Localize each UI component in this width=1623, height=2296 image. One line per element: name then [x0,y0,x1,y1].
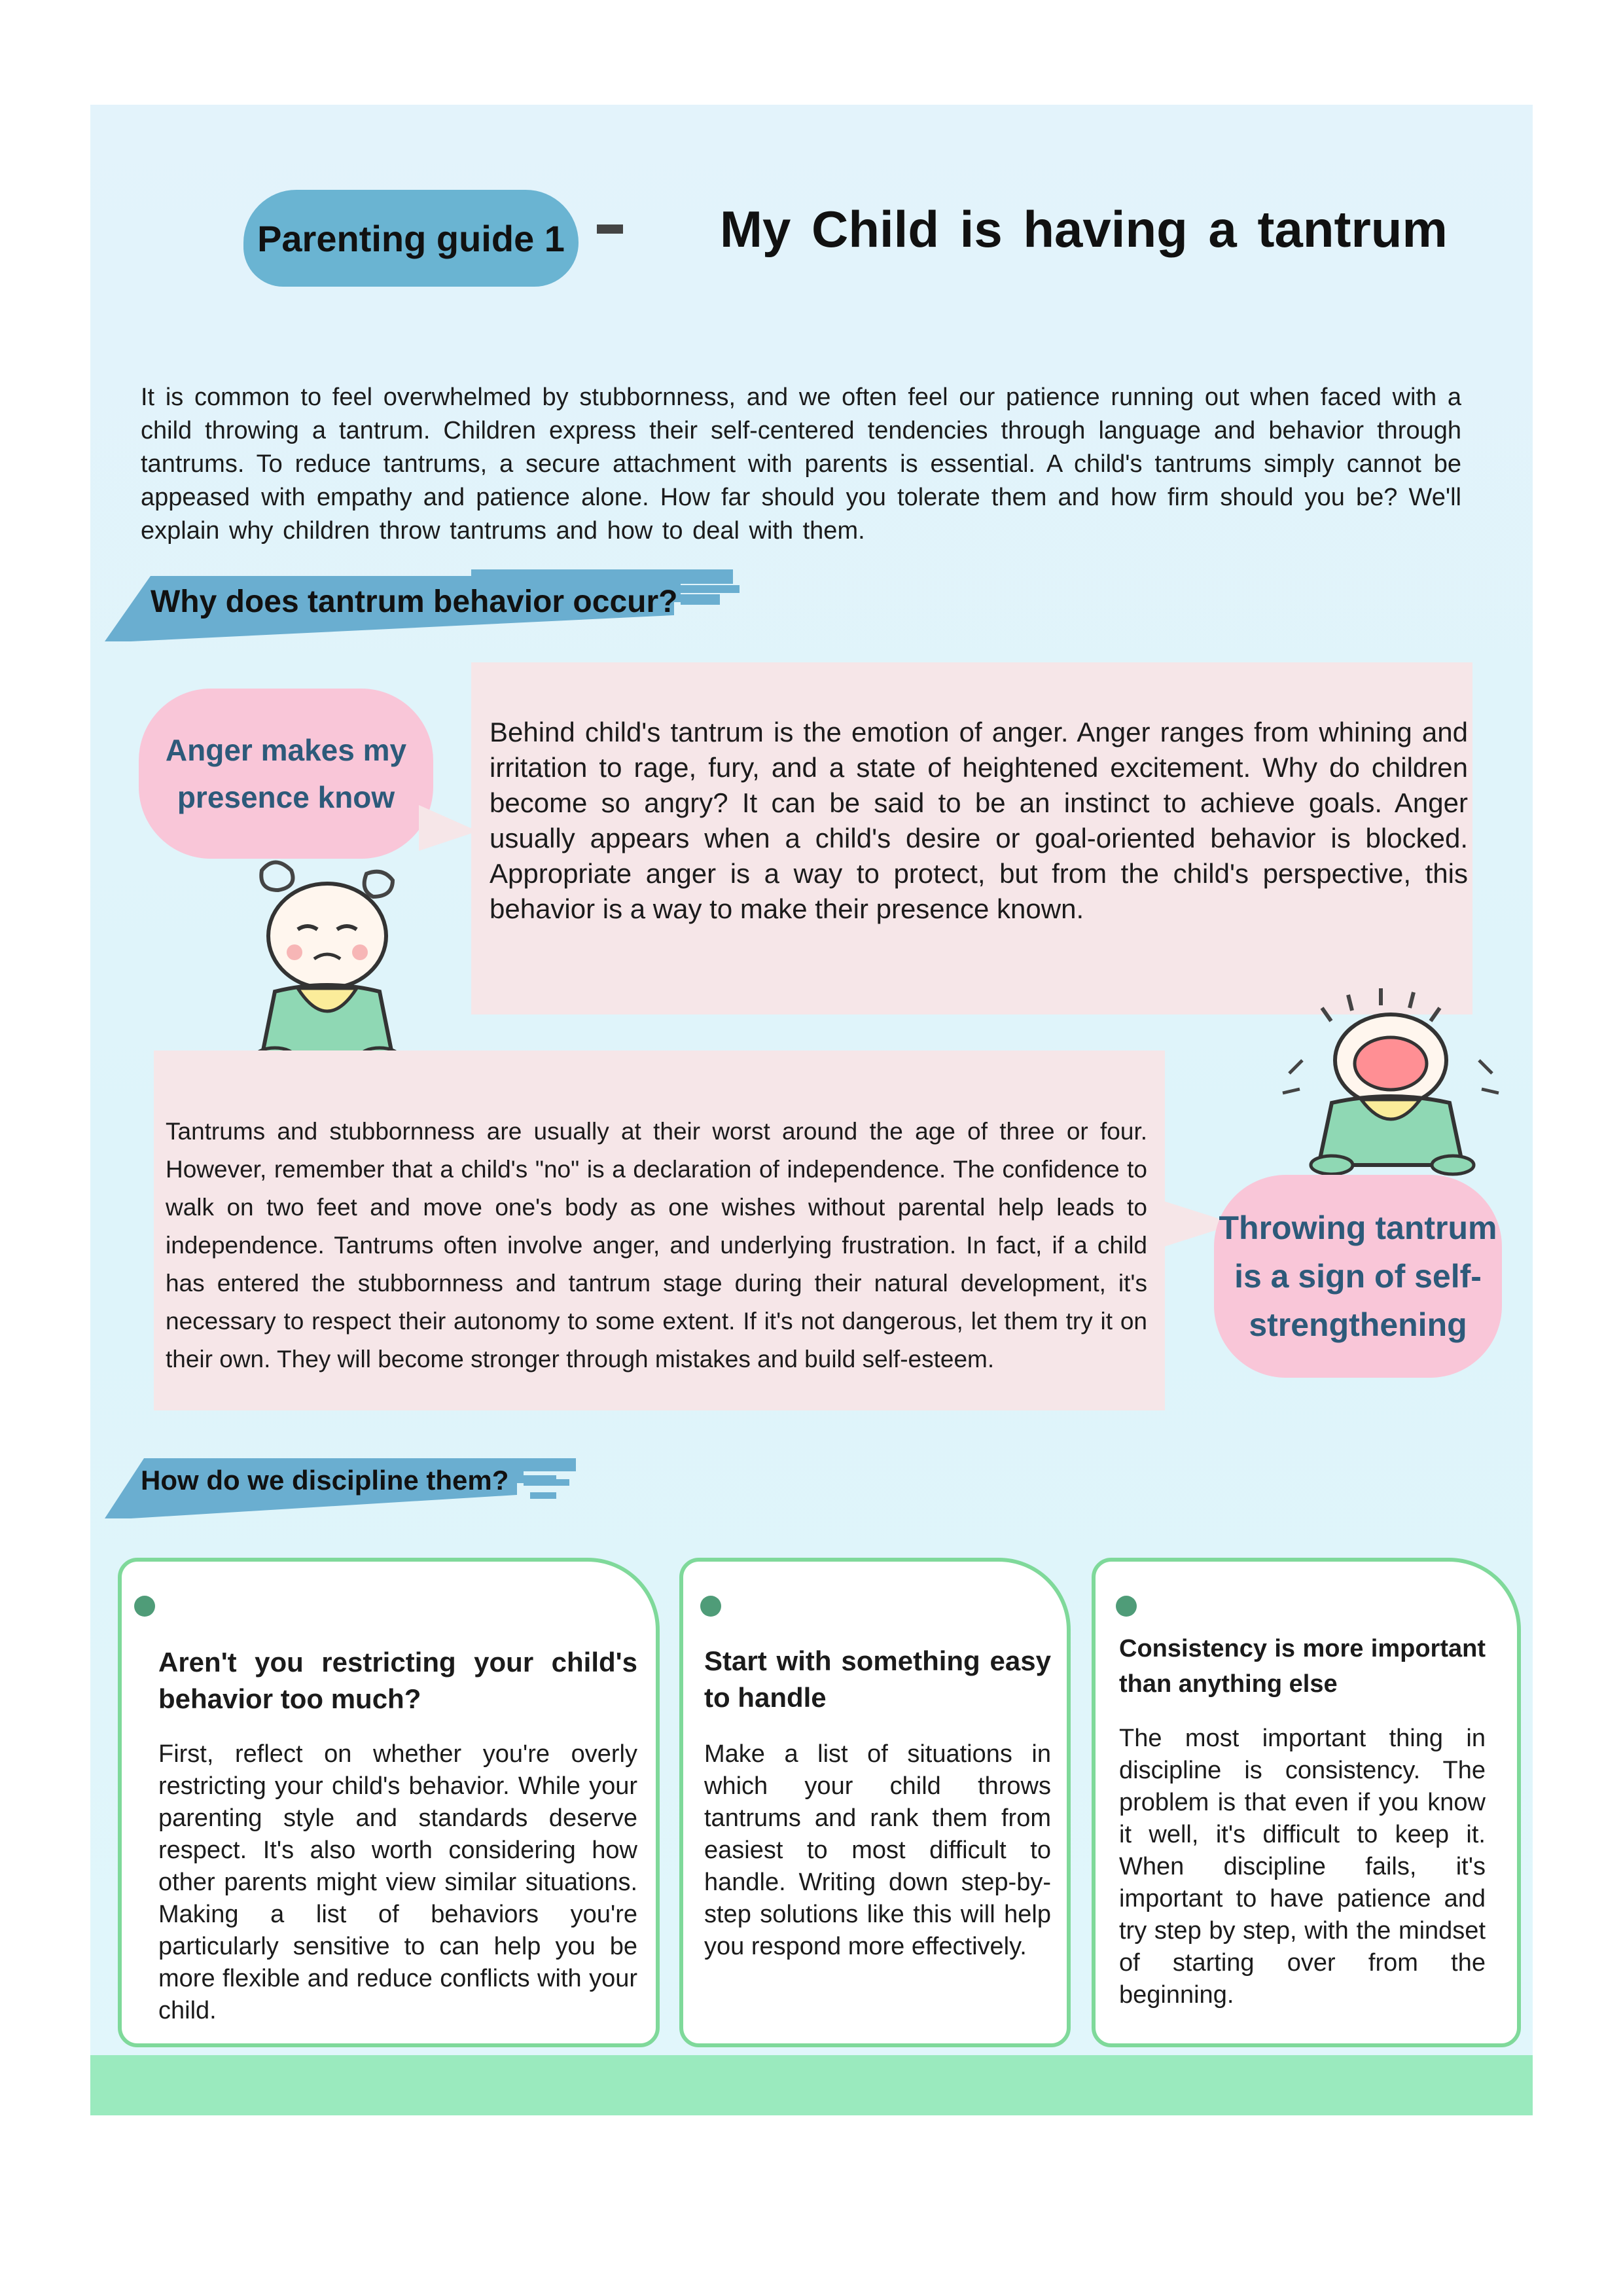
anger-explanation-text: Behind child's tantrum is the emotion of anger. Anger ranges from whining and irritation to rage, fury, and a state of heightened excitement. Why do children become so angry? It can be said to be an instinct to achieve goals. Anger usually appears when a child's desire or goal-oriented behavior is blocked. Appropriate anger is a way to protect, but from the child's perspective, this behavior is a way to make their presence known. [490,717,1468,924]
speech-bubble-anger-text: Anger makes my presence know [165,733,407,814]
tip-card-2-title: Start with something easy to handle [704,1645,1051,1713]
speech-bubble-self-strengthening [1214,1175,1502,1378]
tip-card-2-body: Make a list of situations in which your child throws tantrums and rank them from easiest to most difficult to handle. Writing down step-by-step solutions like this will help you respond more effectively. [704,1740,1051,1960]
title-dash [597,224,623,234]
tip-card-3-body: The most important thing in discipline is consistency. The problem is that even if you know it well, it's difficult to keep it. When discipline fails, it's important to have patience and try step by step, with the mindset of starting over from the beginning. [1119,1725,1486,2009]
tip-card-2-bullet [700,1596,721,1617]
tip-card-1-body: First, reflect on whether you're overly restricting your child's behavior. While your parenting style and standards deserve respect. It's also worth considering how other parents might view similar situations. Making a list of behaviors you're particularly sensitive to can help you be more flexible and reduce conflicts with your child. [158,1740,637,2024]
tip-card-1-bullet [134,1596,155,1617]
angry-baby-icon [236,857,419,1067]
intro-paragraph: It is common to feel overwhelmed by stubbornness, and we often feel our patience running out when faced with a child throwing a tantrum. Children express their self-centered tendencies through language and behavior through tantrums. To reduce tantrums, a secure attachment with parents is essential. A child's tantrums simply cannot be appeased with empathy and patience alone. How far should you tolerate them and how firm should you be? We'll explain why children throw tantrums and how to deal with them. [141,384,1461,545]
tip-card-3-title: Consistency is more important than anything else [1119,1635,1486,1698]
section-banner-why [105,569,759,648]
section-banner-discipline [105,1453,589,1525]
footer-bar [90,2055,1533,2115]
speech-bubble-anger [139,689,433,859]
tip-card-3-bullet [1116,1596,1137,1617]
page-title: My Child is having a tantrum [720,200,1448,258]
guide-badge-label: Parenting guide 1 [257,217,565,259]
section-heading-discipline: How do we discipline them? [141,1465,509,1496]
independence-explanation-text: Tantrums and stubbornness are usually at their worst around the age of three or four. However, remember that a child's "no" is a declaration of independence. The confidence to walk on two feet and move one's body as one wishes without parental help leads to independence. Tantrums often involve anger, and underlying frustration. In fact, if a child has entered the stubbornness and tantrum stage during their natural development, it's necessary to respect their autonomy to some extent. If it's not dangerous, let them try it on their own. They will become stronger through mistakes and build self-esteem. [166,1118,1147,1372]
crying-baby-icon [1270,982,1512,1178]
bubble-pointer-1 [419,805,478,851]
speech-bubble-self-strengthening-text: Throwing tantrum is a sign of self-strengthening [1219,1210,1497,1343]
tip-card-1-title: Aren't you restricting your child's behavior too much? [158,1647,637,1714]
section-heading-why: Why does tantrum behavior occur? [151,584,678,619]
guide-badge [243,190,579,287]
